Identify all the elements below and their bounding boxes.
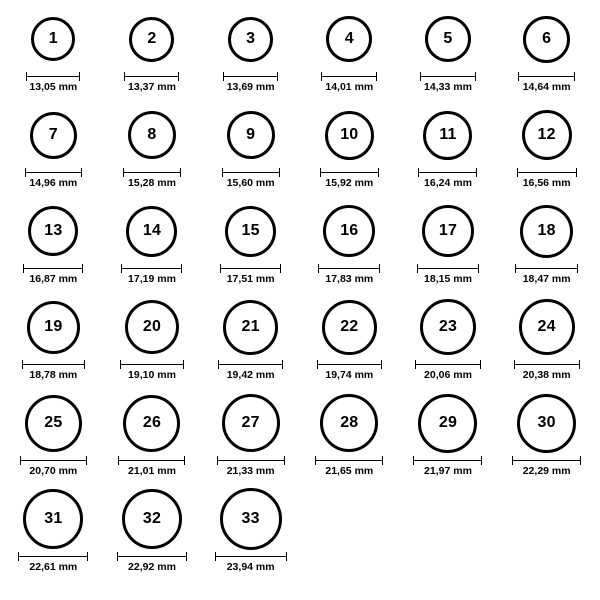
ring-circle xyxy=(418,394,477,453)
ring-diameter-label: 18,47 mm xyxy=(522,273,571,285)
ring-circle-wrap xyxy=(122,488,182,550)
ring-dimension xyxy=(517,168,577,190)
ring-circle-wrap xyxy=(519,296,575,358)
ring-dimension xyxy=(220,264,281,286)
ring-size-cell xyxy=(399,8,497,104)
ring-size-number: 6 xyxy=(542,30,552,47)
ring-diameter-label: 18,78 mm xyxy=(29,369,78,381)
ring-circle xyxy=(323,205,375,257)
ring-dimension xyxy=(215,552,287,574)
dimension-bar-icon xyxy=(222,168,280,177)
ring-dimension xyxy=(420,72,476,94)
ring-diameter-label: 15,92 mm xyxy=(325,177,374,189)
ring-size-cell xyxy=(4,200,102,296)
dimension-bar-icon xyxy=(26,72,80,81)
ring-circle xyxy=(25,395,82,452)
dimension-bar-icon xyxy=(321,72,377,81)
ring-size-cell xyxy=(300,200,398,296)
ring-size-number: 30 xyxy=(537,414,556,431)
ring-diameter-label: 21,65 mm xyxy=(325,465,374,477)
ring-circle xyxy=(228,17,273,62)
ring-circle-wrap xyxy=(25,392,82,454)
ring-circle-wrap xyxy=(27,296,80,358)
ring-circle xyxy=(123,395,180,452)
ring-size-cell xyxy=(498,200,596,296)
ring-size-cell xyxy=(202,8,300,104)
ring-circle-wrap xyxy=(223,296,278,358)
dimension-bar-icon xyxy=(514,360,580,369)
ring-circle xyxy=(125,300,179,354)
ring-circle xyxy=(122,489,182,549)
ring-diameter-label: 16,24 mm xyxy=(424,177,472,189)
ring-dimension xyxy=(515,264,578,286)
ring-diameter-label: 17,19 mm xyxy=(128,273,176,285)
dimension-bar-icon xyxy=(420,72,476,81)
ring-dimension xyxy=(25,168,82,190)
ring-dimension xyxy=(218,360,283,382)
ring-circle-wrap xyxy=(517,392,576,454)
ring-dimension xyxy=(418,168,477,190)
ring-size-cell xyxy=(498,104,596,200)
ring-dimension xyxy=(417,264,479,286)
ring-size-number: 17 xyxy=(438,222,458,239)
ring-circle-wrap xyxy=(31,8,75,70)
dimension-bar-icon xyxy=(123,168,181,177)
ring-size-number: 23 xyxy=(438,318,458,335)
ring-circle-wrap xyxy=(423,104,472,166)
ring-circle xyxy=(223,300,278,355)
ring-size-number: 18 xyxy=(537,222,556,239)
ring-dimension xyxy=(317,360,382,382)
ring-circle xyxy=(227,111,275,159)
ring-circle xyxy=(28,206,78,256)
ring-circle xyxy=(126,206,177,257)
ring-size-number: 27 xyxy=(241,414,260,431)
ring-size-number: 15 xyxy=(241,222,260,239)
ring-circle xyxy=(129,17,174,62)
ring-size-cell xyxy=(202,296,300,392)
ring-size-cell xyxy=(4,488,102,584)
dimension-bar-icon xyxy=(218,360,283,369)
ring-circle xyxy=(517,394,576,453)
ring-circle xyxy=(220,488,282,550)
ring-size-number: 7 xyxy=(48,126,58,143)
dimension-bar-icon xyxy=(22,360,85,369)
ring-circle-wrap xyxy=(220,488,282,550)
dimension-bar-icon xyxy=(515,264,578,273)
ring-dimension xyxy=(118,456,185,478)
ring-circle-wrap xyxy=(123,392,180,454)
ring-size-number: 22 xyxy=(340,318,359,335)
ring-dimension xyxy=(415,360,481,382)
ring-dimension xyxy=(512,456,581,478)
ring-dimension xyxy=(318,264,380,286)
dimension-bar-icon xyxy=(518,72,575,81)
ring-size-number: 26 xyxy=(142,414,162,431)
ring-circle-wrap xyxy=(225,200,276,262)
ring-circle xyxy=(522,110,572,160)
ring-size-number: 9 xyxy=(246,126,256,143)
ring-dimension xyxy=(123,168,181,190)
ring-diameter-label: 13,37 mm xyxy=(128,81,176,93)
dimension-bar-icon xyxy=(318,264,380,273)
ring-diameter-label: 15,60 mm xyxy=(226,177,275,189)
ring-size-number: 13 xyxy=(44,222,63,239)
ring-size-number: 10 xyxy=(340,126,359,143)
ring-circle-wrap xyxy=(325,104,374,166)
ring-diameter-label: 13,69 mm xyxy=(226,81,275,93)
dimension-bar-icon xyxy=(217,456,285,465)
ring-size-cell xyxy=(399,104,497,200)
ring-circle xyxy=(423,111,472,160)
ring-size-number: 21 xyxy=(241,318,260,335)
ring-size-cell xyxy=(300,8,398,104)
ring-dimension xyxy=(514,360,580,382)
ring-circle xyxy=(322,300,377,355)
dimension-bar-icon xyxy=(20,456,87,465)
ring-circle xyxy=(27,301,80,354)
dimension-bar-icon xyxy=(315,456,383,465)
ring-circle-wrap xyxy=(425,8,471,70)
ring-dimension xyxy=(121,264,182,286)
ring-circle xyxy=(222,394,280,452)
ring-size-number: 20 xyxy=(142,318,162,335)
dimension-bar-icon xyxy=(320,168,379,177)
ring-circle xyxy=(523,16,570,63)
ring-size-number: 8 xyxy=(147,126,157,143)
dimension-bar-icon xyxy=(23,264,83,273)
ring-dimension xyxy=(223,72,278,94)
ring-diameter-label: 22,29 mm xyxy=(522,465,571,477)
ring-size-number: 28 xyxy=(340,414,359,431)
ring-size-cell-empty xyxy=(498,488,596,584)
ring-size-cell xyxy=(103,488,201,584)
ring-size-cell xyxy=(103,392,201,488)
dimension-bar-icon xyxy=(215,552,287,561)
dimension-bar-icon xyxy=(512,456,581,465)
ring-dimension xyxy=(321,72,377,94)
ring-size-cell xyxy=(103,296,201,392)
ring-size-number: 16 xyxy=(340,222,359,239)
ring-dimension xyxy=(117,552,187,574)
dimension-bar-icon xyxy=(220,264,281,273)
ring-dimension xyxy=(22,360,85,382)
ring-diameter-label: 21,97 mm xyxy=(424,465,472,477)
ring-circle xyxy=(519,299,575,355)
ring-size-number: 2 xyxy=(147,30,157,47)
ring-size-number: 32 xyxy=(142,510,162,527)
dimension-bar-icon xyxy=(517,168,577,177)
ring-size-number: 33 xyxy=(241,510,260,527)
ring-dimension xyxy=(26,72,80,94)
ring-circle xyxy=(225,206,276,257)
ring-circle-wrap xyxy=(326,8,372,70)
ring-circle-wrap xyxy=(126,200,177,262)
ring-circle-wrap xyxy=(520,200,573,262)
ring-circle xyxy=(425,16,471,62)
ring-circle-wrap xyxy=(320,392,378,454)
ring-dimension xyxy=(120,360,184,382)
ring-size-cell xyxy=(498,296,596,392)
ring-circle-wrap xyxy=(28,200,78,262)
ring-size-cell xyxy=(4,296,102,392)
ring-size-number: 31 xyxy=(44,510,63,527)
ring-size-cell xyxy=(202,104,300,200)
ring-circle xyxy=(31,17,75,61)
ring-diameter-label: 19,10 mm xyxy=(128,369,176,381)
ring-circle xyxy=(420,299,476,355)
ring-circle-wrap xyxy=(125,296,179,358)
dimension-bar-icon xyxy=(18,552,88,561)
ring-size-cell xyxy=(399,392,497,488)
ring-size-cell xyxy=(300,104,398,200)
dimension-bar-icon xyxy=(124,72,179,81)
ring-size-cell xyxy=(498,392,596,488)
ring-diameter-label: 21,33 mm xyxy=(226,465,275,477)
ring-size-cell xyxy=(202,488,300,584)
dimension-bar-icon xyxy=(418,168,477,177)
ring-diameter-label: 20,70 mm xyxy=(29,465,78,477)
ring-circle xyxy=(128,111,176,159)
ring-size-cell xyxy=(300,392,398,488)
ring-size-number: 5 xyxy=(443,30,453,47)
ring-diameter-label: 20,38 mm xyxy=(522,369,571,381)
ring-circle-wrap xyxy=(523,8,570,70)
ring-size-number: 29 xyxy=(438,414,458,431)
dimension-bar-icon xyxy=(413,456,482,465)
ring-size-cell xyxy=(498,8,596,104)
ring-diameter-label: 14,01 mm xyxy=(325,81,374,93)
ring-size-cell xyxy=(103,200,201,296)
ring-size-cell xyxy=(399,296,497,392)
ring-diameter-label: 17,83 mm xyxy=(325,273,374,285)
ring-diameter-label: 16,87 mm xyxy=(29,273,78,285)
ring-circle xyxy=(320,394,378,452)
ring-size-cell xyxy=(399,200,497,296)
ring-diameter-label: 18,15 mm xyxy=(424,273,472,285)
dimension-bar-icon xyxy=(223,72,278,81)
ring-circle-wrap xyxy=(128,104,176,166)
ring-size-cell xyxy=(4,392,102,488)
ring-dimension xyxy=(18,552,88,574)
ring-diameter-label: 22,61 mm xyxy=(29,561,78,573)
ring-circle-wrap xyxy=(23,488,83,550)
ring-dimension xyxy=(413,456,482,478)
ring-circle-wrap xyxy=(129,8,174,70)
ring-size-cell xyxy=(103,8,201,104)
ring-dimension xyxy=(315,456,383,478)
dimension-bar-icon xyxy=(121,264,182,273)
ring-size-cell xyxy=(4,8,102,104)
ring-circle-wrap xyxy=(420,296,476,358)
ring-size-number: 11 xyxy=(439,126,457,143)
ring-circle xyxy=(30,112,77,159)
dimension-bar-icon xyxy=(317,360,382,369)
dimension-bar-icon xyxy=(415,360,481,369)
dimension-bar-icon xyxy=(117,552,187,561)
ring-dimension xyxy=(518,72,575,94)
ring-diameter-label: 22,92 mm xyxy=(128,561,176,573)
ring-diameter-label: 21,01 mm xyxy=(128,465,176,477)
ring-dimension xyxy=(217,456,285,478)
ring-diameter-label: 15,28 mm xyxy=(128,177,176,189)
ring-size-cell xyxy=(103,104,201,200)
ring-diameter-label: 20,06 mm xyxy=(424,369,472,381)
dimension-bar-icon xyxy=(120,360,184,369)
ring-diameter-label: 19,74 mm xyxy=(325,369,374,381)
ring-diameter-label: 14,33 mm xyxy=(424,81,472,93)
ring-size-number: 24 xyxy=(537,318,556,335)
ring-size-cell xyxy=(300,296,398,392)
ring-circle-wrap xyxy=(322,296,377,358)
ring-dimension xyxy=(320,168,379,190)
ring-size-cell-empty xyxy=(399,488,497,584)
ring-dimension xyxy=(20,456,87,478)
ring-circle-wrap xyxy=(422,200,474,262)
ring-diameter-label: 23,94 mm xyxy=(226,561,275,573)
ring-circle xyxy=(326,16,372,62)
ring-circle-wrap xyxy=(418,392,477,454)
ring-circle-wrap xyxy=(323,200,375,262)
ring-size-cell xyxy=(202,200,300,296)
ring-diameter-label: 14,96 mm xyxy=(29,177,78,189)
ring-diameter-label: 17,51 mm xyxy=(226,273,275,285)
dimension-bar-icon xyxy=(417,264,479,273)
ring-size-grid xyxy=(4,8,596,584)
ring-diameter-label: 19,42 mm xyxy=(226,369,275,381)
ring-size-number: 1 xyxy=(48,30,58,47)
ring-circle-wrap xyxy=(228,8,273,70)
ring-size-number: 12 xyxy=(537,126,556,143)
ring-circle xyxy=(520,205,573,258)
ring-size-cell-empty xyxy=(300,488,398,584)
ring-diameter-label: 14,64 mm xyxy=(522,81,571,93)
ring-dimension xyxy=(23,264,83,286)
ring-size-cell xyxy=(202,392,300,488)
ring-dimension xyxy=(222,168,280,190)
dimension-bar-icon xyxy=(118,456,185,465)
ring-dimension xyxy=(124,72,179,94)
ring-size-number: 4 xyxy=(344,30,354,47)
ring-size-number: 14 xyxy=(142,222,162,239)
ring-circle xyxy=(23,489,83,549)
ring-circle-wrap xyxy=(227,104,275,166)
ring-size-number: 3 xyxy=(246,30,256,47)
dimension-bar-icon xyxy=(25,168,82,177)
ring-size-number: 25 xyxy=(44,414,63,431)
ring-circle-wrap xyxy=(522,104,572,166)
ring-size-cell xyxy=(4,104,102,200)
ring-size-number: 19 xyxy=(44,318,63,335)
ring-diameter-label: 13,05 mm xyxy=(29,81,78,93)
ring-circle-wrap xyxy=(222,392,280,454)
ring-diameter-label: 16,56 mm xyxy=(522,177,571,189)
ring-circle xyxy=(325,111,374,160)
ring-circle-wrap xyxy=(30,104,77,166)
ring-circle xyxy=(422,205,474,257)
